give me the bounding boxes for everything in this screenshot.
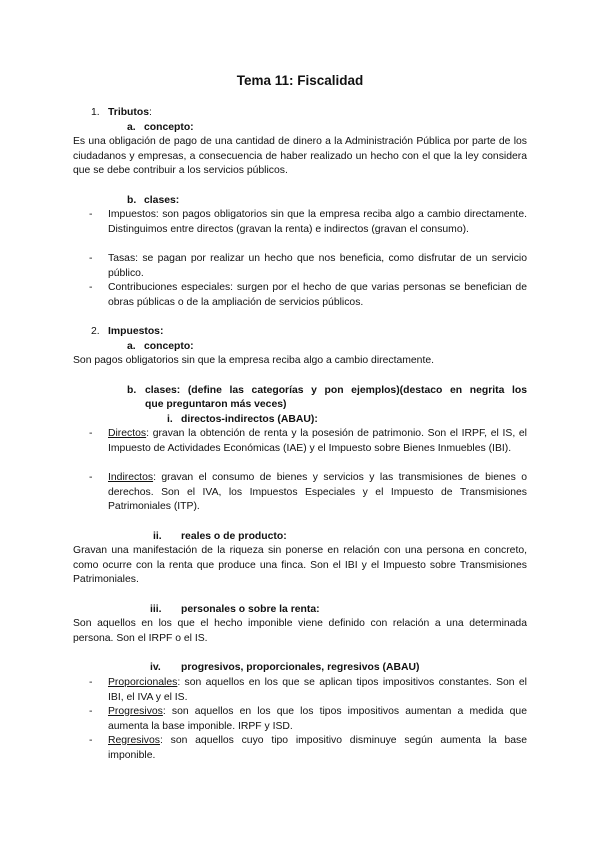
section-2a-letter: a.	[127, 341, 136, 352]
bullet-dash: -	[89, 428, 93, 439]
subsection-ii-number: ii.	[153, 531, 162, 542]
subsection-iii-paragraph: Son aquellos en los que el hecho imponible viene definido con relación a una determinada persona. Son el IRPF o el IS.	[73, 618, 527, 644]
section-1-heading-colon: :	[148, 107, 152, 118]
bullet-dash: -	[89, 677, 93, 688]
list-item	[108, 734, 527, 763]
list-item	[108, 705, 527, 734]
subsection-iv-number: iv.	[150, 662, 161, 673]
subsection-iii-label: personales o sobre la renta:	[181, 604, 320, 615]
section-2-number: 2.	[91, 326, 100, 337]
term-progresivos-text: : son aquellos en los que los tipos impositivos aumentan a medida que aumenta la base imponible. IRPF y ISD.	[108, 706, 527, 732]
section-1-heading-text: Tributos	[108, 107, 149, 118]
term-directos: Directos	[108, 428, 147, 439]
term-indirectos: Indirectos	[108, 472, 154, 483]
bullet-dash: -	[89, 706, 93, 717]
term-regresivos: Regresivos	[108, 735, 160, 746]
section-1a-paragraph: Es una obligación de pago de una cantidad de dinero a la Administración Pública por parte de los ciudadanos y empresas, a consecuencia de haber realizado un hecho con el que la ley considera que se debe contribuir a los servicios públicos.	[73, 136, 527, 176]
subsection-i-label: directos-indirectos (ABAU):	[181, 414, 318, 425]
list-item: Tasas: se pagan por realizar un hecho que nos beneficia, como disfrutar de un servicio público.	[108, 253, 527, 279]
section-1-heading	[108, 106, 152, 119]
term-regresivos-text: : son aquellos cuyo tipo impositivo disminuye según aumenta la base imponible.	[108, 735, 527, 761]
subsection-iv-label: progresivos, proporcionales, regresivos (ABAU)	[181, 662, 420, 673]
bullet-dash: -	[89, 209, 93, 220]
term-proporcionales: Proporcionales	[108, 677, 178, 688]
bullet-dash: -	[89, 735, 93, 746]
term-indirectos-text: : gravan el consumo de bienes y servicios y las transmisiones de bienes o derechos. Son el IVA, los Impuestos Especiales y el Impuesto de Transmisiones Patrimoniales (ITP).	[108, 472, 527, 512]
page-title: Tema 11: Fiscalidad	[236, 73, 364, 88]
section-1-number: 1.	[91, 107, 100, 118]
section-2b-label-line-1: clases: (define las categorías y pon ejemplos)(destaco en negrita los	[145, 385, 527, 396]
list-item	[108, 427, 527, 456]
subsection-i-number: i.	[167, 414, 173, 425]
section-1b-letter: b.	[127, 195, 137, 206]
subsection-ii-paragraph: Gravan una manifestación de la riqueza sin ponerse en relación con una persona en concreto, como ocurre con la renta que produce una finca. Son el IBI y el Impuesto sobre Transmisiones Patrimoniales.	[73, 545, 527, 585]
bullet-dash: -	[89, 282, 93, 293]
term-directos-text: : gravan la obtención de renta y la posesión de patrimonio. Son el IRPF, el IS, el Impuesto de Actividades Económicas (IAE) y el Impuesto sobre Bienes Inmuebles (IBI).	[108, 428, 527, 454]
section-2b-label-line-2: que preguntaron más veces)	[145, 399, 287, 410]
list-item	[108, 471, 527, 515]
bullet-dash: -	[89, 253, 93, 264]
list-item	[108, 676, 527, 705]
subsection-ii-label: reales o de producto:	[181, 531, 287, 542]
term-progresivos: Progresivos	[108, 706, 163, 717]
section-1b-label: clases:	[144, 195, 180, 206]
section-2-heading: Impuestos:	[108, 326, 164, 337]
bullet-dash: -	[89, 472, 93, 483]
section-2a-label: concepto:	[144, 341, 194, 352]
section-2a-paragraph: Son pagos obligatorios sin que la empresa reciba algo a cambio directamente.	[73, 355, 434, 366]
term-proporcionales-text: : son aquellos en los que se aplican tipos impositivos constantes. Son el IBI, el IVA y el IS.	[108, 677, 527, 703]
section-1a-label: concepto:	[144, 122, 194, 133]
list-item: Impuestos: son pagos obligatorios sin que la empresa reciba algo a cambio directamente. Distinguimos entre directos (gravan la renta) e indirectos (gravan el consumo).	[108, 209, 527, 235]
subsection-iii-number: iii.	[150, 604, 162, 615]
list-item: Contribuciones especiales: surgen por el hecho de que varias personas se benefician de obras públicas o de la ampliación de servicios públicos.	[108, 282, 527, 308]
section-2b-letter: b.	[127, 385, 137, 396]
section-1a-letter: a.	[127, 122, 136, 133]
